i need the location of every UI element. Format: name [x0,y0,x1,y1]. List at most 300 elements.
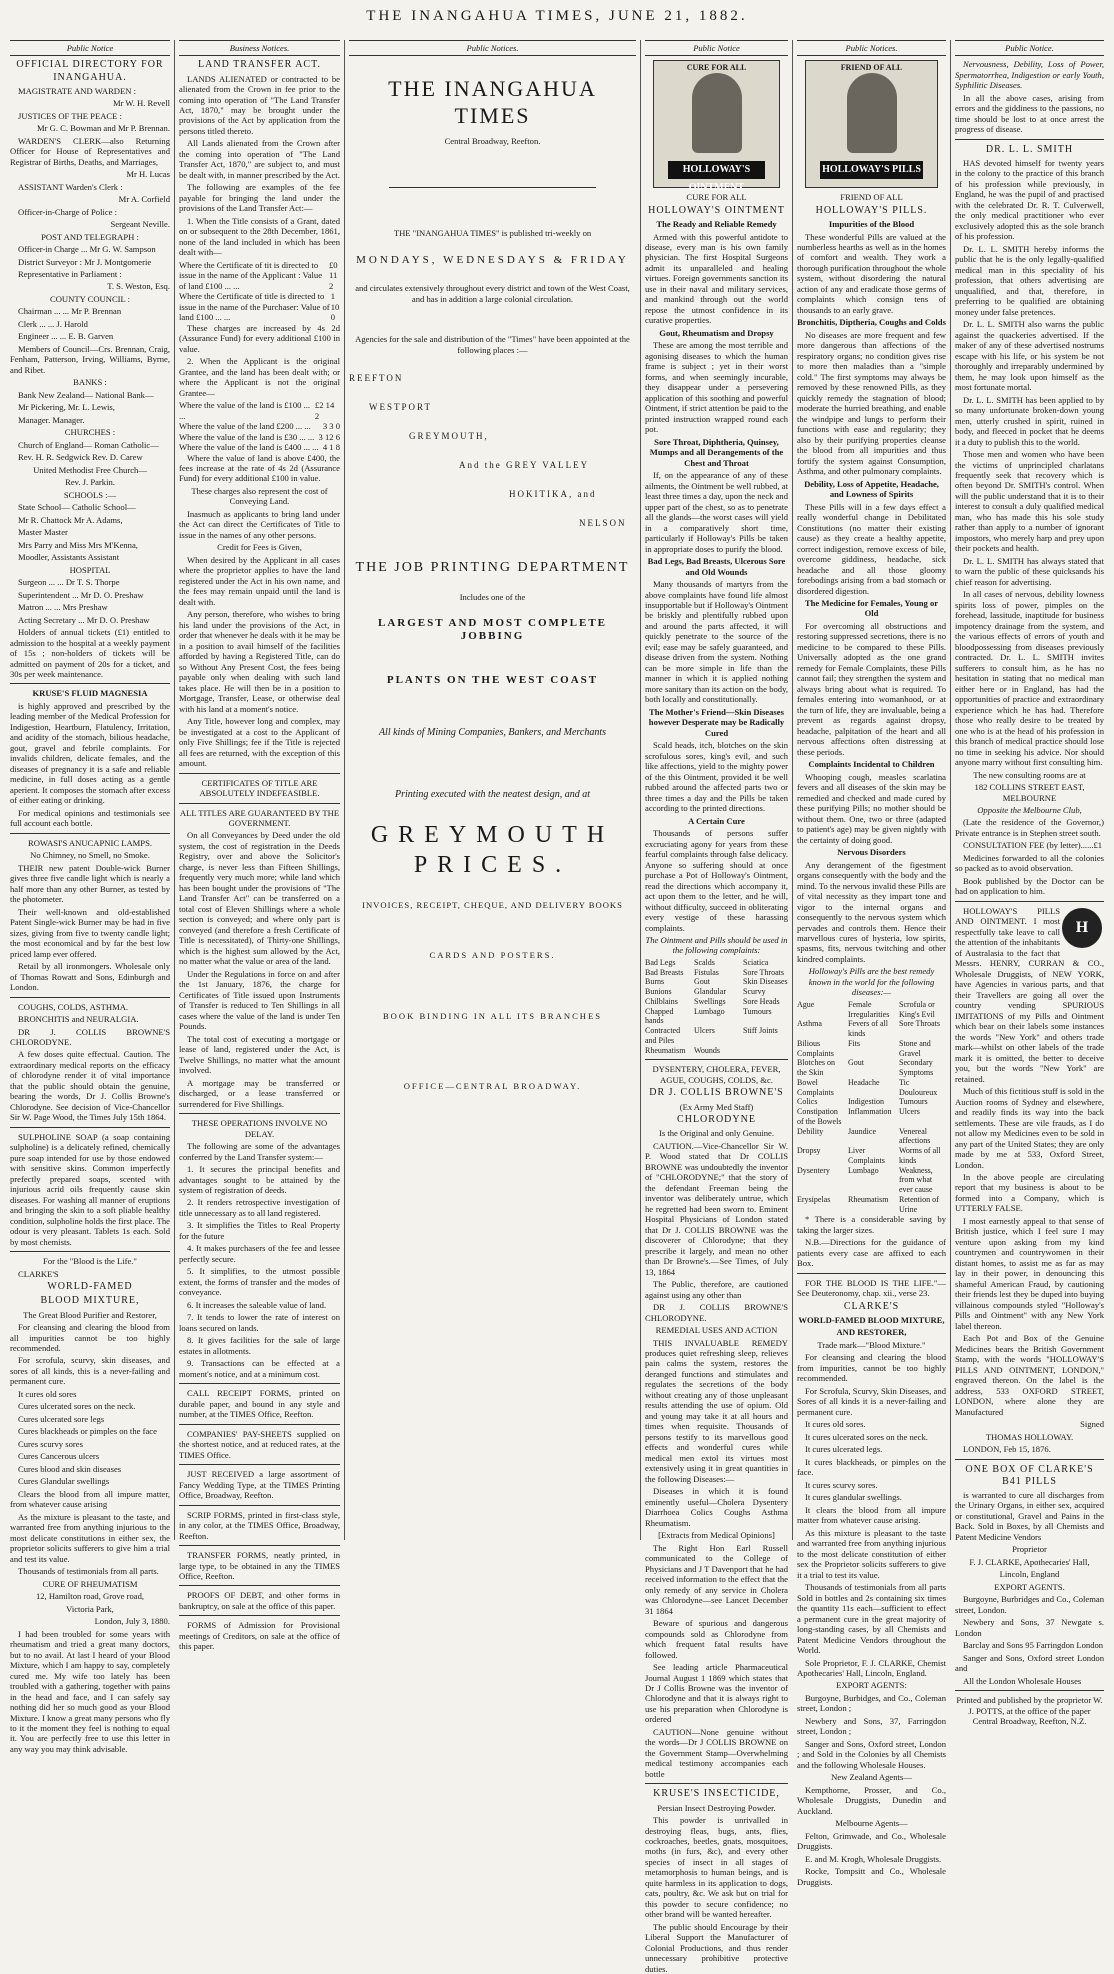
ad-text: REMEDIAL USES AND ACTION [655,1325,778,1336]
dir-line: Church of England— Roman Catholic— [18,439,159,450]
ad-text: CONSULTATION FEE (by letter)......£1 [963,840,1103,851]
list-item: Clears the blood from all impure matter, from whatever cause arising [10,1488,170,1510]
dir-line: Acting Secretary ... Mr D. O. Preshaw [18,614,150,625]
ad-text: The public should Encourage by their Liberal Support the Manufacturer of Colonial Productions, and thus render unnecessary prohibitive protective duties. [645,1921,788,1974]
directory-title: OFFICIAL DIRECTORY FOR INANGAHUA. [16,59,164,83]
dir-line: Rev. H. R. Sedgwick Rev. D. Carew [18,452,143,463]
divider [10,683,170,684]
list-item: It cures ulcerated legs. [805,1444,883,1455]
dir-line: Rev. J. Parkin. [65,477,115,488]
ad-text: is highly approved and prescribed by the leading member of the Medical Profession for Indigestion, Heartburn, Flatulency, Irritation, and acidity of the stomach, bilious headache, gout, gravel and febrile complaints. For invalids children, delicate females, and the diseases of pregnancy it is a safe and reliable medicine, in full doses acting as a gentle aperient. It composes the stomach after excess of either eating or drinking. [10,700,170,806]
divider [179,1383,340,1384]
ad-text: Sole Proprietor, F. J. CLARKE, Chemist Apothecaries' Hall, Lincoln, England. [797,1657,946,1678]
fee-value: 1 10 0 [330,291,340,323]
dir-line: Mr H. Lucas [126,169,170,180]
dir-line: Officer-in Charge ... Mr G. W. Sampson [18,244,156,255]
ad-text: For medical opinions and testimonials see full account each bottle. [10,807,170,829]
dir-section: CHURCHES : [64,427,116,438]
fee-label: Where the Certificate of title is directed to issue in the name of the Purchaser: Value of land £100 ... ... [179,291,330,323]
list-item: Rocke, Tompsitt and Co., Wholesale Druggists. [797,1866,946,1887]
list-item: Burns [645,977,665,987]
fee-row [179,260,340,291]
dir-line: Bank New Zealand— National Bank— [18,389,154,400]
list-item: Retention of Urine [899,1194,939,1214]
list-item: Sanger and Sons, Oxford street London and [955,1652,1104,1674]
ad-subtitle: Holloway's Pills are the best remedy known in the world for the following diseases:— [808,966,935,998]
dir-line: Chairman ... ... Mr P. Brennan [18,306,122,317]
ad-text: JUST RECEIVED a large assortment of Fancy Wedding Type, at the TIMES Printing Office, Broadway, Reefton. [179,1469,340,1501]
list-item: Worms of all kinds [899,1146,941,1165]
list-item: 3. It simplifies the Titles to Real Property for the future [179,1220,340,1241]
holloway-pills-logo [805,60,938,188]
ad-text: As the mixture is pleasant to the taste, and warranted free from anything injurious to the most delicate constitutions in either sex, the proprietor solicits sufferers to give him a trial and test its value. [10,1511,170,1564]
list-item: Lumbago [694,1006,725,1016]
ad-title: ROWASI'S ANUCAPNIC LAMPS. [27,837,153,848]
ad-text: A few doses quite effectual. Caution. The extraordinary medical reports on the efficacy of chlorodyne render it of vital importance that the public should obtain the genuine, bearing the words, Dr J. Collis Browne's Chlorodyne. See decision of Vice-Chancellor Sir W. Page Wood, the Times July 15th 1864. [10,1049,170,1123]
fee-label: Where the value of the land is £30 ... ... [179,431,315,442]
ad-text: For Scrofula, Scurvy, Skin Diseases, and Sores of all kinds it is a never-failing and permanent cure. [797,1385,946,1417]
ad-text: The Great Blood Purifier and Restorer, [23,1309,157,1320]
ad-text: Dr. L. L. SMITH hereby informs the public that he is the only legally-qualified medical man in this speciality of his profession, that others advertising are unqualified, and that, therefore, in preferring to be qualified are obtaining money under false pretences. [955,243,1104,317]
column-times-notice [344,40,640,1540]
ad-text: Proprietor [1012,1544,1047,1555]
ad-caption: FRIEND OF ALL [840,192,903,203]
ad-text: THIS INVALUABLE REMEDY produces quiet refreshing sleep, relieves pain calms the system, restores the deranged functions and stimulates and regulates the secretions of the body without creating any of those unpleasant results attending the use of opium. Old and young may take it at all hours and times when requisite. Thousands of persons testify to its marvellous good effects and wonderful cures while medical men extol its virtues most extensively using it in great quantities in the following Diseases:— [645,1337,788,1484]
ad-text: For scrofula, scurvy, skin diseases, and sores of all kinds, this is a never-failing and permanent cure. [10,1355,170,1387]
ad-text: FORMS of Admission for Provisional meetings of Creditors, on sale at the office of this paper. [179,1620,340,1652]
dir-line: Mr W. H. Revell [112,98,170,109]
list-item: Cures ulcerated sores on the neck. [18,1401,136,1412]
ad-text: In all cases of nervous, debility lowness spirits loss of power, pimples on the forehead, lassitude, inaptitude for business impotency drainage from the system, and the various effects of errors of youth and bloodpossessing from diseases previously contracted. Dr. L. L. SMITH invites sufferers to consult him, as he has no hesitation in stating that no medical man either here or in England, has had the opportunities of practice and extraordinary experience which he has had. Therefore those who really desire to be treated by one who is at the head of his profession in this branch of medical practice should lose no time in seeking his advice. Nor should anyone marry without first consulting him. [955,589,1104,768]
dir-line: Members of Council—Crs. Brennan, Craig, Fenham, Patterson, Irving, Williams, Byrne, and Ribet. [10,343,170,375]
ad-text: Includes one of the [459,592,526,603]
ad-text: [Extracts from Medical Opinions] [658,1530,775,1541]
newspaper-page [6,40,1108,1974]
list-item: Sore Throats [743,967,784,977]
list-item: 2. It renders retrospective investigation of title unnecessary as to all land registered. [179,1197,340,1218]
list-item: Kempthorne, Prosser, and Co., Wholesale Druggists, Dunedin and Auckland. [797,1784,946,1816]
ad-title: LAND TRANSFER ACT. [198,59,321,71]
list-item: Burgoyne, Burbidges, and Co., Coleman street, London ; [797,1692,946,1714]
ad-text: SULPHOLINE SOAP (a soap containing sulpholine) is a delicately refined, chemically pure soap intended for use by those endowed with sensitive skins. Common imperfectly prefectly prepared soaps, scented with injurious acrid oils frequently cause skin diseases. For washing all manner of eruptions and bringing the skin to a soft pliable healthy condition, sulpholine holds the first place. The odour is very pleasant. Tablets 1s each. Sold by most chemists. [10,1131,170,1247]
divider [645,1783,788,1784]
ad-title: HOLLOWAY'S PILLS. [815,204,928,216]
imprint: Printed and published by the proprietor W. J. POTTS, at the office of the paper Central Broadway, Reefton, N.Z. [956,1695,1103,1727]
column-header: Public Notices. [349,40,636,56]
fee-row [179,442,340,452]
ad-subtitle: Gout, Rheumatism and Dropsy [659,327,774,338]
trade-mark-stamp-icon: H [1062,908,1102,948]
ad-text: FOR THE BLOOD IS THE LIFE."—See Deuteronomy, chap. xii., verse 23. [797,1277,946,1299]
divider [10,997,170,998]
ad-title: HOLLOWAY'S OINTMENT [648,204,785,216]
ad-text: In all the above cases, arising from errors and the giddiness to the passions, no time should be lost to at once arrest the progress of disease. [955,92,1104,135]
ad-text: When desired by the Applicant in all cases where the proprietor applies to have the land registered under the Act in his own name, and the fees may remain unpaid until the land is dealt with. [179,554,340,607]
diseases-list [797,1000,946,1215]
ad-title: COUGHS, COLDS, ASTHMA. [18,1001,129,1012]
fee-row [179,291,340,322]
address: Central Broadway, Reefton. [444,136,541,147]
list-item: Burgoyne, Burbridges and Co., Coleman street, London. [955,1594,1104,1615]
column-header: Business Notices. [179,40,340,56]
list-item: Newbery and Sons, 37, Farringdon street, London ; [797,1715,946,1737]
ad-text: Opposite the Melbourne Club, [977,805,1082,815]
fee-row [179,400,340,421]
dir-line: Matron ... ... Mrs Preshaw [18,602,108,613]
ad-text: (Late the residence of the Governor,) Private entrance is in Stephen street south. [955,817,1104,838]
ad-text: The Public, therefore, are cautioned against using any other than [645,1279,788,1300]
list-item: Debility [797,1126,824,1136]
greymouth-prices: GREYMOUTH PRICES. [370,822,615,878]
ad-text: Lincoln, England [999,1569,1060,1580]
list-item: Tumours [743,1006,772,1016]
list-item: Wounds [694,1045,721,1055]
column-land-transfer [174,40,344,1652]
list-item: Cures Cancerous ulcers [18,1451,100,1462]
ad-text: These charges are increased by 4s 2d (Assurance Fund) for every additional £100 in value. [179,322,340,354]
fee-row [179,432,340,442]
divider [179,1545,340,1546]
ad-text: INVOICES, RECEIPT, CHEQUE, AND DELIVERY BOOKS [362,899,623,910]
divider [955,139,1104,140]
ad-text: Their well-known and old-established Patent Single-wick Burner may be had in five sizes, giving from five to twenty candle light; the most economical and by far the best low priced lamp ever offered. [10,906,170,959]
ad-text: Printing executed with the neatest design, and at [395,789,590,801]
ad-text: Diseases in which it is found eminently useful—Cholera Dysentery Diarrhoea Colics Coughs Asthma Rheumatism. [645,1486,788,1528]
ad-text: I had been troubled for some years with rheumatism and tried a great many doctors, but to no avail. At last I heard of your Blood Mixture, which I am happy to say, completely cured me. My wife too lately has been troubled with a gathering, together with pains in the head and face, and I can safely say nothing did her so much good as your Blood Mixture. I know a great many persons who fly to it the moment they feel is nothing to equal it. You are perfectly free to use this letter in any way you may think advisable. [10,1628,170,1754]
list-item: Bad Breasts [645,967,684,977]
dir-line: POST AND TELEGRAPH : [41,231,139,242]
fee-label: Where the value of the land £200 ... ... [179,421,311,432]
list-item: Tumours [899,1097,928,1107]
ad-text: BOOK BINDING IN ALL ITS BRANCHES [382,1010,603,1021]
list-item: It cures ulcerated sores on the neck. [805,1431,928,1442]
ad-caption: CURE FOR ALL [686,192,747,203]
list-item: Cures blood and skin diseases [18,1463,122,1474]
logo-band-text: HOLLOWAY'S PILLS [820,161,923,179]
ad-text: No Chimney, no Smell, no Smoke. [30,850,150,861]
ad-text: Thousands of testimonials from all parts Sold in bottles and 2s containing six times the quantity 11s each—sufficient to effect a permanent cure in the great majority of long-standing cases, by all Chemists and Patent Medicine Vendors throughout the World. [797,1582,946,1656]
list-item: Bilious Complaints [797,1038,834,1058]
dir-line: Engineer ... ... E. B. Garven [18,331,114,342]
ad-text: As this mixture is pleasant to the taste and warranted free from anything injurious to the most delicate constitution of either sex the Proprietor solicits sufferers to give it a trial to test its value. [797,1527,946,1580]
ad-text: Those men and women who have been the victims of unprincipled charlatans frequently seek that recovery which is often beyond Dr. SMITH's control. When will the public understand that it is to their interest to consult a duly qualified medical man, who has made this his sole study rather than apply to a number of ignorant impostors, who merely harp and prey upon their pockets and health. [955,449,1104,554]
list-item: Sore Throats [899,1019,940,1029]
page-masthead: THE INANGAHUA TIMES, JUNE 21, 1882. [366,8,748,24]
ad-text: OFFICE—CENTRAL BROADWAY. [403,1081,582,1092]
dir-section: COUNTY COUNCIL : [49,293,131,304]
ad-text: 2. When the Applicant is the original Grantee, and the land has been dealt with; or where the Applicant is not the original Grantee— [179,356,340,398]
dir-line: T. S. Weston, Esq. [107,281,170,292]
divider [10,833,170,834]
list-item: Chapped hands [645,1006,674,1026]
ad-subtitle: EXPORT AGENTS: [836,1680,907,1691]
dir-line: Master Master [18,527,68,538]
ad-text: Agencies for the sale and distribution of the "Times" have been appointed at the following places :— [355,334,630,355]
ad-text: These wonderful Pills are valued at the numberless hearths as well as in the homes of comfort and wealth. They work a thorough purification throughout the whole system, without disordering the natural action of any and eradicate those germs of complaints which consign tens of thousands to an early grave. [797,231,946,315]
ad-heading: LARGEST AND MOST COMPLETE JOBBING [378,616,607,643]
list-item: Inflammation [848,1107,892,1117]
list-item: Cures Glandular swellings [18,1476,110,1487]
list-item: Ulcers [899,1107,920,1117]
list-item: Bad Legs [645,957,676,967]
dir-line: Mr A. Corfield [118,194,170,205]
ad-text: The following are some of the advantages conferred by the Land Transfer system:— [179,1141,340,1162]
ad-title: WORLD-FAMED BLOOD MIXTURE, [798,1314,945,1325]
dir-line: MAGISTRATE AND WARDEN : [18,85,137,96]
ad-subtitle: Debility, Loss of Appetite, Headache, and Lowness of Spirits [804,478,939,500]
ad-text: Each Pot and Box of the Genuine Medicines bears the British Government Stamp, with the words "HOLLOWAY'S PILLS AND OINTMENT, LONDON," engraved thereon. On the label is the address, 533 OXFORD STREET, LONDON, where alone they are Manufactured [955,1333,1104,1417]
ad-text: DR J. COLLIS BROWNE'S CHLORODYNE. [645,1302,788,1323]
list-item: Weakness, from what ever cause [899,1165,933,1195]
ad-text: Inasmuch as applicants to bring land under the Act can direct the Certificates of Title to issue in the names of any other persons. [179,508,340,540]
seated-figure-icon [692,73,742,153]
ad-title: DYSENTERY, CHOLERA, FEVER, AGUE, COUGHS, COLDS, &c. [652,1064,781,1085]
ad-text: Victoria Park, [66,1603,114,1614]
dir-line: Holders of annual tickets (£1) entitled to admission to the hospital at a weekly payment of 15s ; non-holders of tickets will be admitted on payment of 20s for a ticket, and 30s per week maintenance. [10,627,170,679]
ad-text: CAUTION—None genuine without the words—Dr J COLLIS BROWNE on the Government Stamp—Overwhelming medical testimony accompanies each bottle [645,1726,788,1779]
list-item: It cures blackheads, or pimples on the face. [797,1456,946,1478]
ad-text: The following are examples of the fee payable for bringing the land under the provisions of the Land Transfer Act:— [179,182,340,214]
list-item: Female Irregularities [848,999,890,1019]
dir-line: State School— Catholic School— [18,502,136,513]
ad-text: These are among the most terrible and agonising diseases to which the human frame is subject ; yet in their worst forms, and when seemingly incurable, they disappear under a persevering application of this soothing and powerful Ointment, if strict attention be paid to the printed instruction wrapped round each pot. [645,340,788,435]
logo-band-text: HOLLOWAY'S OINTMENT [668,161,765,179]
ad-text: These charges also represent the cost of Conveying Land. [191,485,328,507]
list-item: 7. It tends to lower the rate of interest on loans secured on lands. [179,1312,340,1333]
ad-text: Dr. L. L. SMITH has always stated that to warn the public of these quicksands his chief reason for advertising. [955,555,1104,587]
divider [179,773,340,774]
ad-text: CARDS AND POSTERS. [429,950,556,961]
list-item: Fistulas [694,967,719,977]
fee-label: Where the value of the land is £100 ... ... [179,400,311,421]
ad-text: Any derangement of the figestment organs consequently with the body and the mind. To the nervous invalid these Pills are of vital necessity as they impart tone and vigor to the internal organs and consequently to the nervous system which pervades and controls them. Hence their marvellous cures of hysteria, low spirits, spasms, fits, nervous twitching and other kindred complaints. [797,859,946,964]
list-item: Cures ulcerated sore legs [18,1413,105,1424]
dir-line: United Methodist Free Church— [33,464,147,475]
ad-subtitle: Complaints Incidental to Children [808,759,935,770]
dir-line: Mr Pickering, Mr. L. Lewis, [18,402,115,413]
ad-text: N.B.—Directions for the guidance of patients every case are affixed to each Box. [797,1237,946,1269]
fee-label: Where the Certificate of tit is directed to issue in the name of the Applicant : Value of land £100 ... ... [179,259,323,291]
divider [10,1127,170,1128]
ad-text: Retail by all ironmongers. Wholesale only of Thomas Rowatt and Sons, Edinburgh and London. [10,961,170,993]
list-item: Ulcers [694,1026,715,1036]
standing-figure-icon [847,73,897,153]
ad-text: Many thousands of martyrs from the above complaints have found life almost insupportable but if Holloway's Ointment be briskly and plentifully rubbed upon and around the parts affected, it will quickly penetrate to the source of the evil; ease may be safely guaranteed, and disease driven from the system. Nothing can be more simple in life than the manner in which it is applied nothing more sanitary than its action on the body, both locally and constitutionally. [645,579,788,705]
dir-line: Mr G. C. Bowman and Mr P. Brennan. [37,123,170,134]
list-item: Stiff Joints [743,1026,778,1036]
divider [179,1505,340,1506]
column-header: Public Notices. [797,40,946,56]
column-official-directory [6,40,174,1754]
list-item: Glandular [694,987,726,997]
list-item: Erysipelas [797,1194,831,1204]
ad-text: CALL RECEIPT FORMS, printed on durable paper, and bound in any style and number, at the TIMES Office, Reefton. [179,1388,340,1420]
divider [179,803,340,804]
ad-text: All kinds of Mining Companies, Bankers, and Merchants [378,726,607,738]
fee-value: 3 12 6 [318,431,340,442]
dir-line: Manager. Manager. [18,414,85,425]
ad-text: and circulates extensively throughout every district and town of the West Coast, and has in addition a large colonial circulation. [355,283,630,304]
list-item: Barclay and Sons 95 Farringdon London [963,1640,1104,1651]
list-item: All the London Wholesale Houses [963,1675,1082,1686]
ad-text: The new consulting rooms are at [973,769,1086,780]
list-item: It cures old sores [18,1388,77,1399]
divider [179,1585,340,1586]
ad-subtitle: Impurities of the Blood [828,219,915,230]
ad-text: The Right Hon Earl Russell communicated to the College of Physicians and J T Davenport that he had received information to the effect that the only remedy of any service in Cholera was Chlorodyne—see Lancet December 31 1864 [645,1542,788,1616]
town-hokitika: HOKITIKA, and [509,489,597,500]
ad-subtitle: The Medicine for Females, Young or Old [804,597,939,619]
ad-subtitle: EXPORT AGENTS. [994,1581,1065,1592]
ad-text: * There is a considerable saving by taking the larger sizes. [797,1214,946,1235]
column-holloway-ointment [640,40,792,1974]
ad-subtitle: A Certain Cure [688,815,745,826]
list-item: Rheumatism [645,1045,686,1055]
ad-text: Scald heads, itch, blotches on the skin scrofulous sores, king's evil, and such like affections, yield to the mighty power of the this Ointment, provided it be well rubbed around the affected parts two or three times a day and the Pills be taken according to the printed directions. [645,740,788,814]
ad-text: Thousands of testimonials from all parts. [18,1566,159,1577]
ad-text: London, July 3, 1880. [94,1616,170,1627]
ad-title: KRUSE'S FLUID MAGNESIA [32,688,148,699]
ad-title: AND RESTORER, [836,1327,907,1338]
ad-text: 1. When the Title consists of a Grant, dated on or subsequent to the 28th December, 1861, none of the land included in which has been dealt with— [179,215,340,258]
list-item: It clears the blood from all impure matter from whatever cause arising. [797,1504,946,1526]
list-item: Gout [694,977,710,987]
ad-text: The total cost of executing a mortgage or lease of land, registered under the Act, is Twelve Shillings, no matter what the amount involved. [179,1033,340,1076]
dir-section: HOSPITAL [69,564,111,575]
dir-line: Moodler, Assistants Assistant [18,552,120,563]
divider [179,1113,340,1114]
list-item: Swellings [694,996,726,1006]
ad-text: Credit for Fees is Given, [217,542,302,553]
list-item: It cures scurvy sores. [805,1479,878,1490]
ad-text: THE "INANGAHUA TIMES" is published tri-weekly on [393,227,592,238]
dir-line: Representative in Parliament : [18,269,122,279]
ad-text: Whooping cough, measles scarlatina fevers and all diseases of the skin may be remedied and checked and made cured by these purifying Pills; no mother should be without them. One, two or three (adapted to patient's age) may be given nightly with the certainty of doing good. [797,771,946,845]
ad-text: Trade mark—"Blood Mixture." [817,1339,926,1350]
fee-value: £2 14 2 [314,400,335,421]
ad-text: On all Conveyances by Deed under the old system, the cost of registration in the Deeds Registry, over and above the Solicitor's charge, is never less than Fifteen Shillings, frequently very much more; while land which has been bought under the provisions of "The Land Transfer Act" can be transferred on a total cost of Eleven Shillings where a whole section is conveyed; and where only part is conveyed (and therefore a fresh Certificate of Title is necessitated), of Thirty-one Shillings, which is the highest sum allowed by the Act, no matter what the value or area of the land. [179,830,340,967]
list-item: Venereal affections [899,1126,931,1146]
ad-title: CHLORODYNE [677,1114,756,1126]
logo-arc-text: FRIEND OF ALL [840,63,903,73]
ad-title: CLARKE'S [843,1300,900,1312]
town-grey-valley: And the GREY VALLEY [459,460,590,471]
ad-text: This powder is unrivalled in destroying fleas, bugs, ants, flies, cockroaches, beetles, gnats, mosquitoes, moths (in furs, &c), and every other species of insect in all stages of metamorphosis to human beings, and is quite harmless in its application to dogs, cats, poultry, &c. We ask but on trial for this powder to secure confidence; no other brand will be wanted hereafter. [645,1815,788,1920]
ad-text: HAS devoted himself for twenty years in the colony to the practice of this branch of his profession while previously, in England, he was the pupil of and practised with the celebrated Dr. R. T. Culverwell, the only medical practitioner who ever exclusively adopted this as the sole branch of his profession. [955,157,1104,242]
ad-subtitle: The Ready and Reliable Remedy [656,219,777,230]
list-item: Melbourne Agents— [835,1818,908,1829]
list-item: 6. It increases the saleable value of land. [187,1299,327,1310]
logo-arc-text: CURE FOR ALL [686,63,747,73]
ad-text: (Ex Army Med Staff) [679,1101,754,1112]
ad-text: TRANSFER FORMS, neatly printed, in large type, to be obtained in any the TIMES Office, Reefton. [179,1550,340,1581]
list-item: Ague [797,999,815,1009]
ad-title: BLOOD MIXTURE, [40,1295,140,1307]
ad-text: A mortgage may be transferred or discharged, or a lease transferred or surrendered for Five Shillings. [179,1077,340,1109]
ad-text: See leading article Pharmaceutical Journal August 1 1869 which states that Dr J Collis Browne was the inventor of Chlorodyne and that it is always right to use his preparation when Chlorodyne is ordered [645,1662,788,1725]
list-item: Rheumatism [848,1194,889,1204]
list-item: Blotches on the Skin [797,1058,835,1078]
ad-text: Thousands of persons suffer excruciating agony for years from these fearful complaints through false delicacy. Anyone so suffering should at once purchase a Pot of Holloway's Ointment, read the directions which accompany it, act upon them to the letter, and he will, without difficulty, succeed in obliterating every vestige of these harassing complaints. [645,828,788,933]
ad-text: For cleansing and clearing the blood from all impurities cannot be too highly recommended. [10,1322,170,1353]
ad-text: Dr. L. L. SMITH also warns the public against the quackeries advertised. If the maker of any of these advertised nostrums escape with his life, or his system be not thoroughly and irreparably undermined by them, he may look upon himself as the most fortunate mortal. [955,319,1104,393]
divider [10,1251,170,1252]
list-item: Newbery and Sons, 37 Newgate s. London [955,1617,1104,1638]
ad-text: No diseases are more frequent and few more dangerous than affections of the respiratory organs; no condition gives rise to more then maladies than a "simple cold." The first symptoms may always be removed by these renowned Pills, as they quickly remedy the stagnation of blood; moderate the hurried breathing, and enable the windpipe and lungs to perform their functions with ease and regularity; they also by their purifying properties cleanse the blood from all impurities and thus fortify the system against Consumption, Asthma, and other pulmonary complaints. [797,329,946,477]
list-item: 9. Transactions can be effected at a moment's notice, and at a minimum cost. [179,1358,340,1379]
ad-subtitle: Sore Throat, Diphtheria, Quinsey, Mumps and all Derangements of the Chest and Throat [649,436,784,468]
ad-text: PROOFS OF DEBT, and other forms in bankruptcy, on sale at the office of this paper. [179,1590,340,1611]
ad-text: Book published by the Doctor can be had on application to him. [955,875,1104,897]
ad-text: 12, Hamilton road, Grove road, [35,1591,145,1602]
ad-title: CLARKE'S [18,1268,59,1279]
dir-line: Clerk ... ... J. Harold [18,318,88,329]
ad-text: CAUTION.—Vice-Chancellor Sir W. P. Wood stated that Dr COLLIS BROWNE was undoubtedly the inventor of "CHLORODYNE;" that the story of the defendant Freeman being the inventor was deliberately untrue, which he regretted had been sworn to. Eminent Hospital Physicians of London stated that Dr J. COLLIS BROWNE was the discoverer of Chlorodyne; that they prescribe it largely, and mean no other than Dr Browne's.—See Times, of July 13, 1864 [645,1140,788,1277]
dir-section: BANKS : [73,377,107,388]
ad-text: I most earnestly appeal to that sense of British justice, which I feel sure I may venture upon asking from my kind countrymen and countrywomen in their distant homes, to assist me as far as may lay in their power, in denouncing this shameful American Fraud, by cautioning their friends lest they be duped into buying villainous compounds styled "Holloway's Pills and Ointment" with any New York label thereon. [955,1215,1104,1331]
ad-title: ONE BOX OF CLARKE'S B41 PILLS [965,1463,1094,1487]
column-dr-smith [950,40,1108,1727]
column-holloway-pills [792,40,950,1887]
ad-text: Under the Regulations in force on and after the 1st January, 1876, the charge for Certificates of Title issued upon Instruments of Transfer is reduced to Ten Shillings in all cases where the value of the land is under Ten Pounds. [179,968,340,1032]
list-item: Dysentery [797,1165,830,1175]
list-item: Indigestion [848,1097,884,1107]
ad-text: Medicines forwarded to all the colonies so packed as to avoid observation. [955,852,1104,874]
ad-title: DR J. COLLIS BROWNE'S CHLORODYNE. [10,1026,170,1047]
town-westport: WESTPORT [369,402,432,413]
ad-title: DR J. COLLIS BROWNE'S [649,1087,784,1099]
list-item: It cures old sores. [805,1419,866,1430]
dir-line: Officer-in-Charge of Police : [18,206,118,217]
list-item: Asthma [797,1019,822,1029]
ad-text: Signed [1080,1419,1104,1430]
divider [955,1459,1104,1460]
ad-title: DR. L. L. SMITH [985,143,1074,155]
list-item: Felton, Grimwade, and Co., Wholesale Druggists. [797,1830,946,1852]
ad-text: COMPANIES' PAY-SHEETS supplied on the shortest notice, and at reduced rates, at the TIMES Office. [179,1428,340,1460]
list-item: New Zealand Agents— [831,1772,912,1783]
ad-title: ALL TITLES ARE GUARANTEED BY THE GOVERNMENT. [179,807,340,828]
fee-value: 3 3 0 [322,421,340,432]
column-header: Public Notice [645,40,788,56]
list-item: Secondary Symptoms [899,1058,934,1078]
ad-title: For the "Blood is the Life." [43,1256,137,1267]
list-item: Sanger and Sons, Oxford street, London ; and Sold in the Colonies by all Chemists and the following Wholesale Houses. [797,1738,946,1770]
ad-text: For overcoming all obstructions and restoring suppressed secretions, there is no medicine to be compared to these Pills. Universally adopted as the one grand remedy for Female Complaints, these Pills cannot fail; they strengthen the system and always bring about what is required. To females entering into womanhood, or at the turn of life, they are invaluable, being a prevent as regards against dropsy, headache, palpitation of the heart and all nervous affections often distressing at these periods. [797,620,946,757]
list-item: Bunions [645,987,672,997]
ad-text: For cleansing and clearing the blood from impurities, cannot be too highly recommended. [797,1352,946,1384]
list-item: Fevers of all kinds [848,1019,888,1039]
ad-text: Armed with this powerful antidote to disease, every man is his own family physician. The first Hospital Surgeons admit its unparalleled and healing virtues. Foreign governments sanction its use in their naval and military services, and mankind through out the world repose the utmost confidence in its curative properties. [645,231,788,326]
ad-text: THEIR new patent Double-wick Burner gives three five candle light which is nearly a half more than any other Burner, as tested by the photometer. [10,862,170,905]
list-item: Scurvy [743,987,766,997]
column-header: Public Notice. [955,40,1104,56]
list-item: Constipation of the Bowels [797,1107,842,1126]
ad-text: Persian Insect Destroying Powder. [657,1802,776,1813]
list-item: Scalds [694,957,715,967]
ad-subtitle: Bad Legs, Bad Breasts, Ulcerous Sore and Old Wounds [647,556,786,577]
ad-subtitle: Nervous Disorders [837,847,906,858]
ad-text: Dr. L. L. SMITH has been applied to by so many unfortunate broken-down young men, utterly crushed in spirit, ruined in body, and fleeced in pocket that he deems it a duty to publish this to the world. [955,394,1104,447]
newspaper-title: THE INANGAHUA TIMES [388,76,597,129]
list-item: It cures glandular swellings. [805,1492,902,1503]
list-item: 5. It simplifies, to the utmost possible extent, the forms of transfer and the modes of conveyance. [179,1266,340,1298]
ad-text: F. J. CLARKE, Apothecaries' Hall, [969,1556,1090,1567]
list-item: Contracted and Piles [645,1026,681,1045]
list-item: Jaundice [848,1126,876,1136]
list-item: Lumbago [848,1165,879,1175]
ad-title: KRUSE'S INSECTICIDE, [653,1788,780,1800]
